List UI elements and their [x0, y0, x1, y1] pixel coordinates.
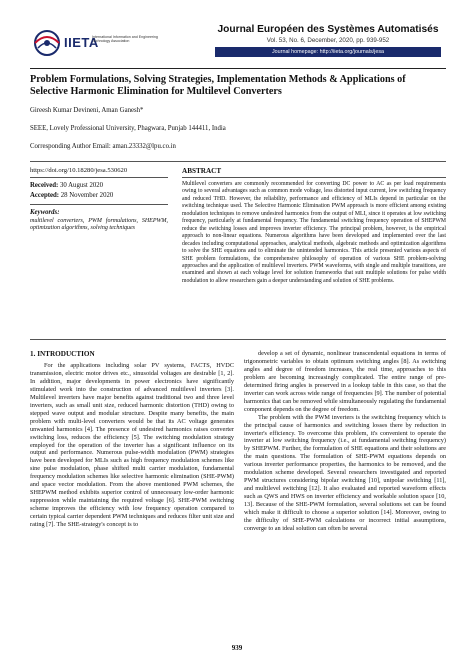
- received-value: 30 August 2020: [60, 182, 104, 189]
- body-paragraph: The problem with the PWM inverters is the switching frequency which is the principal cause of harmonics and switching losses there by reduction in inverter's efficiency. To overcome this problem, it's convenient to operate the inverter at low switching frequency (i.e., at fundamental switching frequency) by SHEPWM. Further, the formulation of SHE equations and their solutions are the main questions. The formulation of SHE-PWM equations depends on various inverter performance properties, the harmonics to be removed, and the modulation scheme developed. Several researchers investigated and reported PWM structures considering bipolar switching [10], unipolar switching [11], and multilevel switching [12]. It also evaluated and reported waveform effects such as QWS and HWS on inverter efficiency and workable solution space [10, 13]. Because of the SHE-PWM formulation, several solutions set can be found which make it difficult to choose a superior solution [14]. Moreover, owing to the difficulty of SHE-PWM calculations or incorrect initial assumptions, converge to an ideal solution can often be several: [244, 413, 446, 532]
- page-number: 939: [231, 644, 243, 652]
- accepted-value: 28 November 2020: [60, 192, 114, 199]
- corresponding-author: Corresponding Author Email: aman.23332@lpu.co.in: [30, 143, 176, 150]
- section-heading-introduction: 1. INTRODUCTION: [30, 350, 95, 358]
- keywords-list: multilevel converters, PWM formulations, SHEPWM, optimization algorithms, solving techniques: [30, 218, 168, 232]
- abstract-end-divider: [30, 339, 446, 340]
- article-title: Problem Formulations, Solving Strategies, Implementation Methods & Applications of Selective Harmonic Elimination for Multilevel Converters: [30, 74, 406, 97]
- received-label: Received:: [30, 182, 59, 189]
- journal-name: Journal Européen des Systèmes Automatisés: [217, 24, 439, 35]
- logo-subtitle: International Information and Engineering Technology Association: [92, 35, 158, 44]
- doi-divider: [30, 177, 168, 178]
- journal-header: [30, 24, 446, 64]
- abstract-heading: ABSTRACT: [182, 167, 222, 175]
- accepted-label: Accepted:: [30, 192, 60, 199]
- body-paragraph: For the applications including solar PV systems, FACTS, HVDC transmission, electric motor drives etc., sinusoidal voltages are desirable [1, 2]. In addition, major developments in power electronics have significantly stimulated work into the construction of advanced multilevel inverters [3]. Multilevel inverters have major benefits against traditional two and three level inverters, such as small unit size, reduced harmonic distortion (THD) owing to stepped wave output and modular structure. Despite many benefits, the main problem with multi-level converters would be that its AC voltage generates unwanted harmonics [4]. The presence of undesired harmonics raises converter switching loss, reduces the efficiency [5]. The switching modulation strategy employed for the operation of the inverter has a significant influence on its output and performance. Numerous pulse-width modulation (PWM) strategies have been developed for MLIs such as high frequency modulation schemes like sine pulse modulation, phase shifted multi carrier modulation, fundamental frequency modulation schemes like selective harmonic elimination (SHE-PWM) and space vector modulation. From the above mentioned PWM schemes, the SHEPWM method exhibits superior control of unnecessary low-order harmonic suppression while maintaining the required voltage [6]. SHE-PWM switching scheme improves the efficiency with low frequency operation compared to certain typical carrier dependent PWM techniques and reduces filter unit size and rating [7]. The SHE-strategy's concept is to: [30, 362, 234, 529]
- body-column-right: [244, 350, 446, 533]
- abstract-text: Multilevel converters are commonly recommended for converting DC power to AC as per load requirements owing to several advantages such as common mode voltage, less distorted input current, low switching frequency and reduced THD. However, the reliability, performance and efficiency of MLIs depend in particular on the switching technique used. The Selective Harmonic Elimination PWM approach is more efficient among existing modulation techniques to remove undesired harmonics from the output of MLI, since it operates at low switching frequency, particularly at fundamental frequency. The fundamental switching frequency operation of SHEPWM reduce the switching losses and improves inverter efficiency. The principal problem, however, is the empirical approach to non-linear equations. Numerous algorithms have been developed and implemented over the last decades including computational approaches, analytical methods, algebraic methods and optimization algorithms to solve the SHE equations and to eliminate the unintended harmonics. This article presented various aspects of SHE problem formulations, the comprehensive philosophy of operation of various SHE problem-solving approaches and the application of multilevel inverters. PWM waveforms, with single and multiple transitions, are examined and shown at each voltage level for solution frameworks that suit multiple solutions for pulse width modulation to allow researchers gain a deeper understanding and solution of SHE problems.: [182, 181, 446, 284]
- header-divider: [30, 68, 446, 69]
- body-paragraph: develop a set of dynamic, nonlinear transcendental equations in terms of trigonometric variables to obtain optimum switching angles [8]. As switching angles and degree of freedom increases, the real time, approaches to this problem are becoming increasingly complicated. The entire range of pre-determined firing angles is preserved in a lookup table in this case, so that the inverter can work across wide range of frequencies [9]. The number of potential harmonics that can be removed while simultaneously regulating the fundamental component depends on the degree of freedom.: [244, 350, 446, 413]
- keywords-divider: [30, 204, 168, 205]
- accepted-date: [30, 192, 113, 199]
- abstract-divider: [182, 177, 446, 178]
- keywords-heading: Keywords:: [30, 209, 60, 216]
- title-divider: [30, 161, 446, 162]
- author-affiliation: SEEE, Lovely Professional University, Phagwara, Punjab 144411, India: [30, 125, 226, 132]
- body-column-left: [30, 362, 234, 529]
- journal-homepage-link[interactable]: Journal homepage: http://iieta.org/journals/jesa: [215, 47, 441, 57]
- iieta-logo-icon: [30, 26, 64, 60]
- publisher-logo: [30, 26, 180, 60]
- journal-volume: Vol. 53, No. 6, December, 2020, pp. 939-952: [266, 37, 390, 44]
- doi-link[interactable]: https://doi.org/10.18280/jesa.530620: [30, 167, 128, 174]
- received-date: [30, 182, 103, 189]
- logo-wordmark: IIETA: [64, 35, 99, 50]
- article-authors: Gireesh Kumar Devineni, Aman Ganesh*: [30, 107, 144, 114]
- journal-info: [210, 24, 446, 60]
